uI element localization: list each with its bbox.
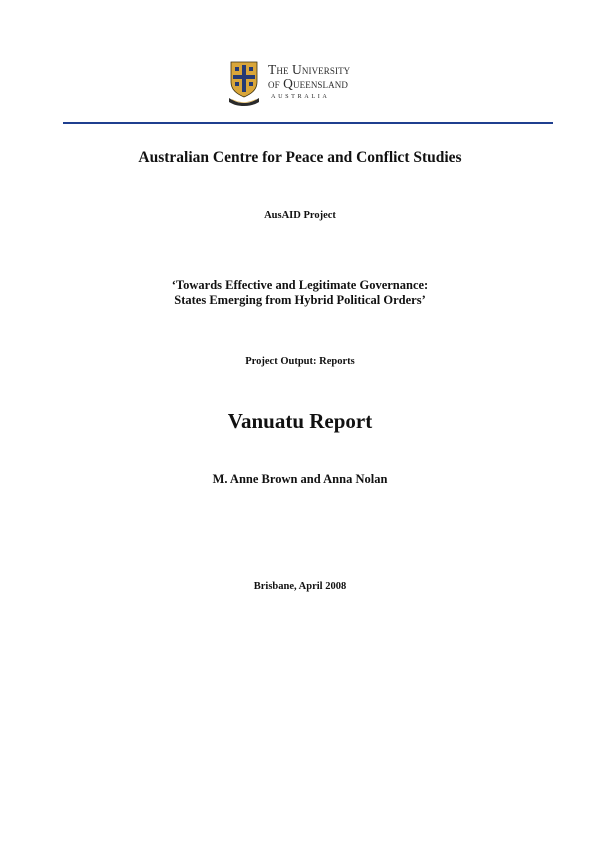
header-rule	[63, 122, 553, 124]
place-date: Brisbane, April 2008	[253, 581, 347, 592]
university-name-line1: The University	[268, 62, 351, 77]
project-title-line2: States Emerging from Hybrid Political Orders’	[174, 293, 426, 307]
report-title: Vanuatu Report	[227, 409, 373, 433]
output-label: Project Output: Reports	[245, 356, 355, 367]
project-label: AusAID Project	[264, 210, 336, 221]
project-title-line1: ‘Towards Effective and Legitimate Governance:	[171, 278, 429, 292]
university-name-line2: of Queensland	[268, 76, 348, 91]
centre-name: Australian Centre for Peace and Conflict Studies	[138, 149, 462, 166]
authors: M. Anne Brown and Anna Nolan	[212, 472, 388, 486]
university-country: AUSTRALIA	[271, 93, 330, 100]
university-wordmark	[268, 63, 380, 101]
uq-crest-icon	[228, 60, 260, 106]
university-logo	[228, 60, 380, 110]
